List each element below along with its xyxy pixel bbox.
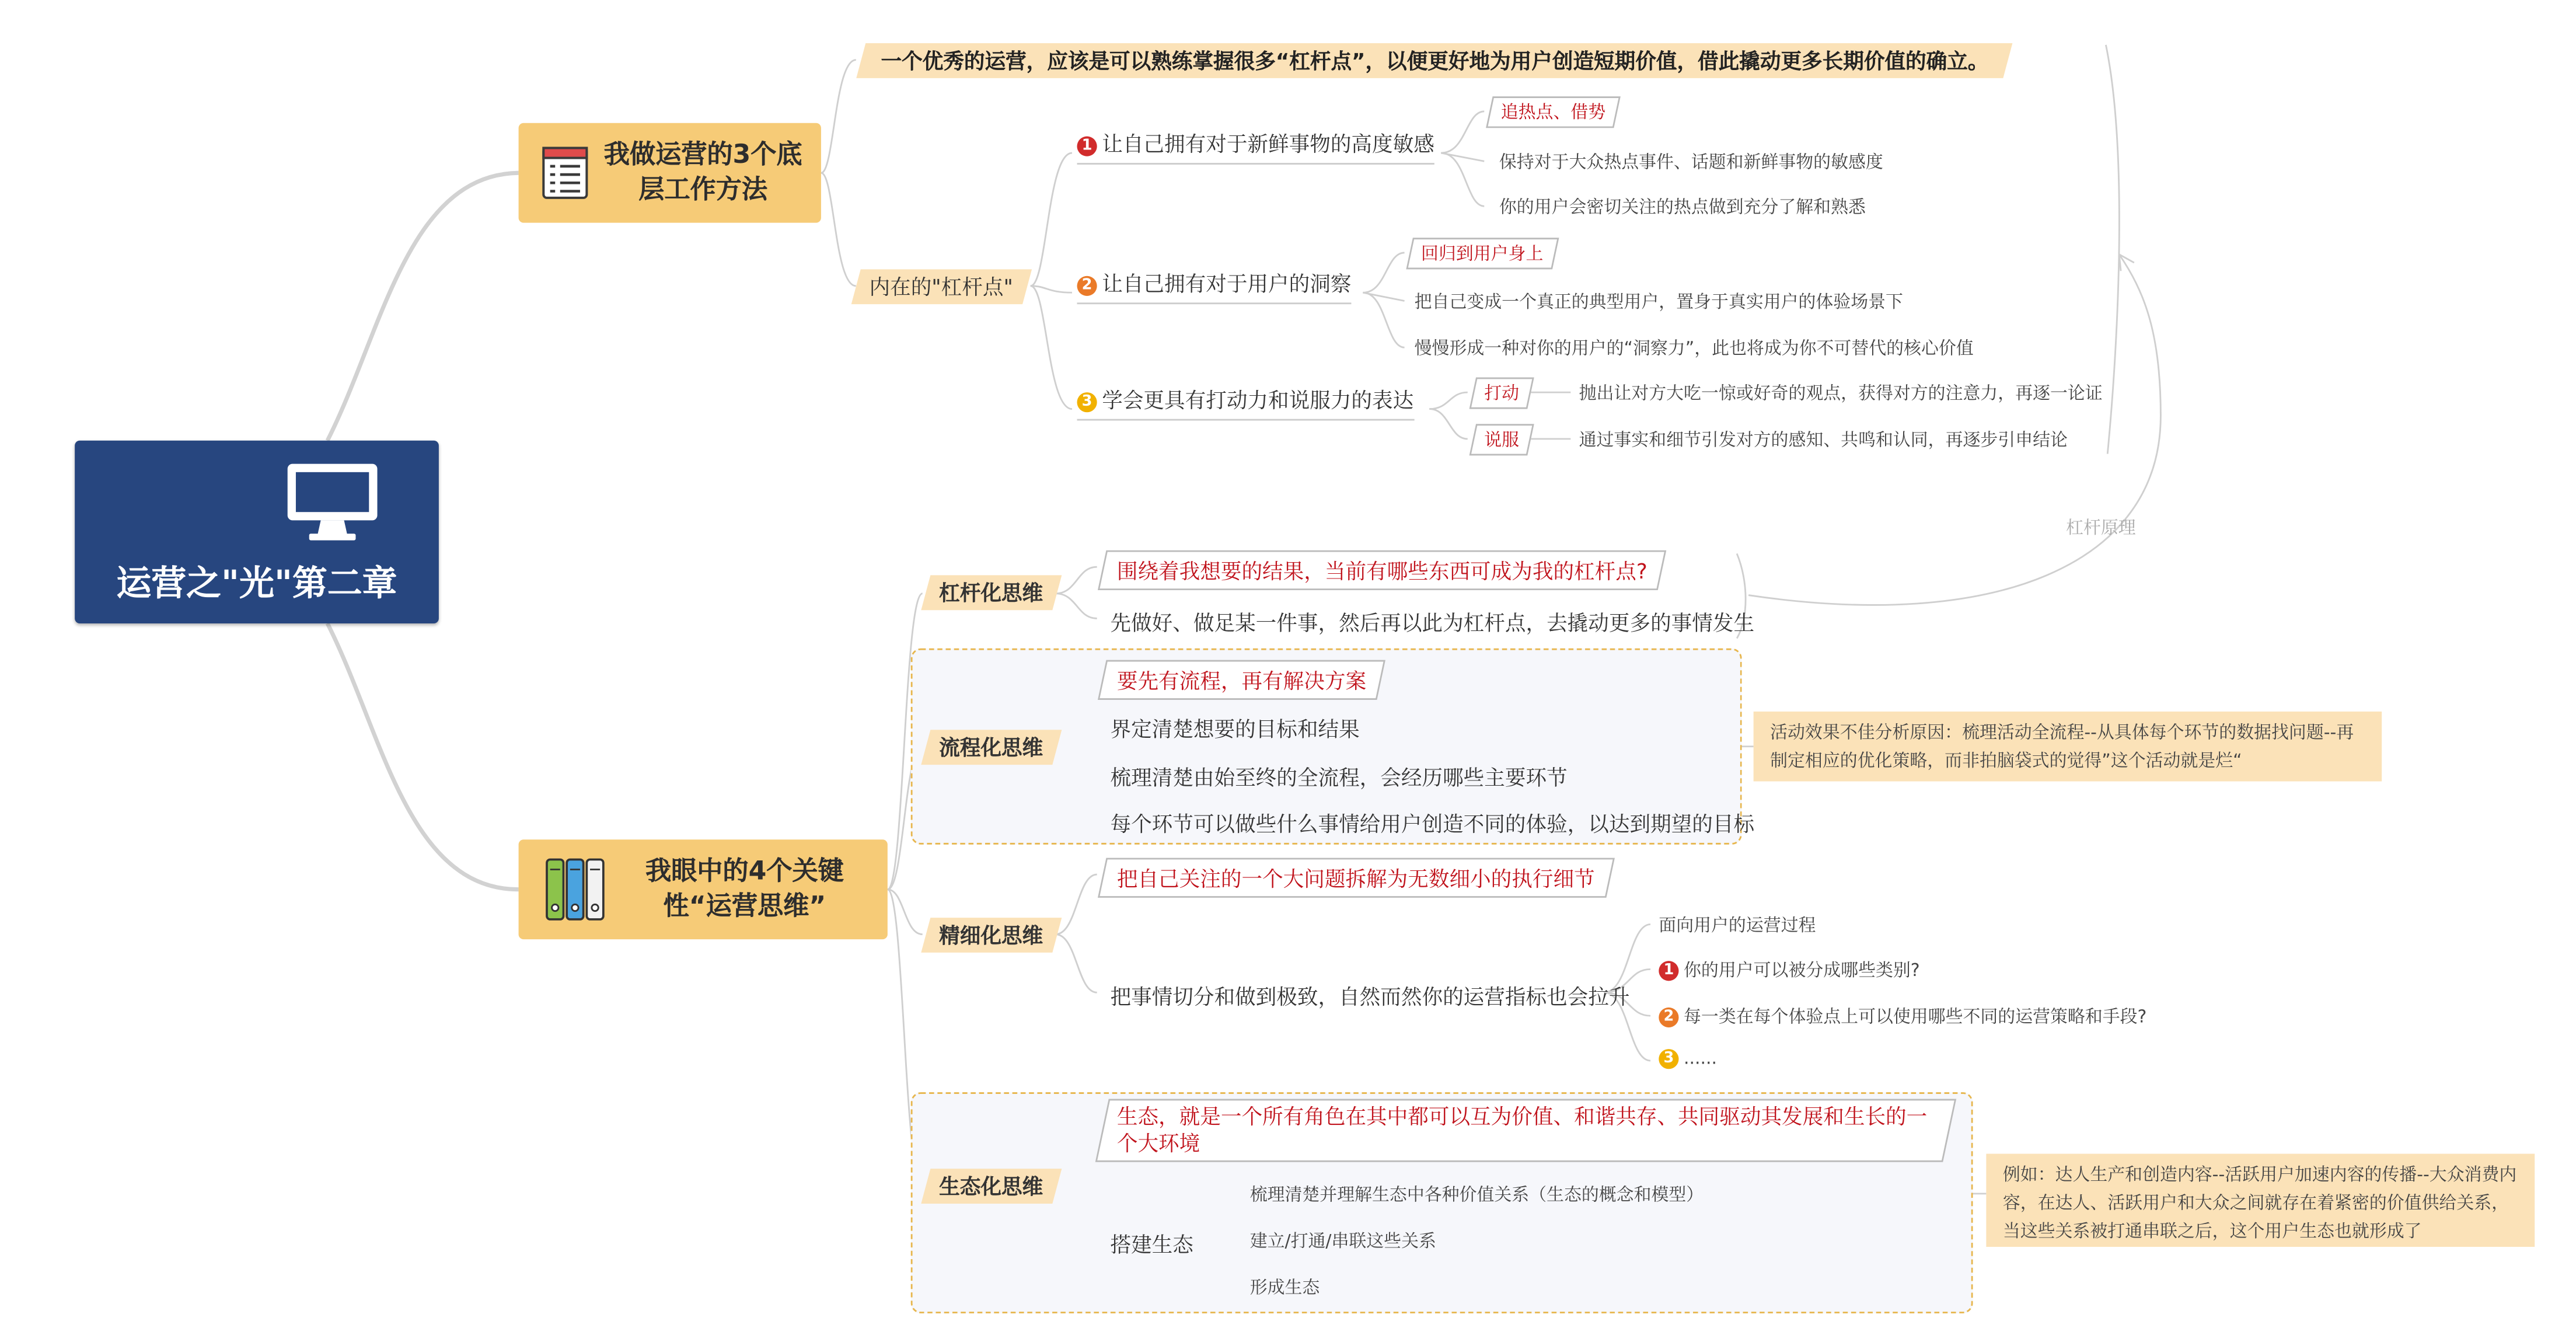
branch-thinking-node[interactable]	[519, 839, 888, 939]
thinking-leverage-title: 杠杆化思维	[939, 580, 1043, 605]
refine-highlight[interactable]	[1098, 858, 1614, 898]
badge-3: 3	[1077, 392, 1097, 412]
refine-sub-1	[1659, 957, 1919, 982]
tag-hotspot[interactable]	[1486, 96, 1621, 128]
refine-line: 把事情切分和做到极致，自然而然你的运营指标也会拉升	[1110, 984, 1630, 1009]
ecology-note: 例如：达人生产和创造内容--活跃用户加速内容的传播--大众消费内容，在达人、活跃用户和大众之间就存在着紧密的价值供给关系，当这些关系被打通串联之后，这个用户生态也就形成了	[1986, 1154, 2535, 1247]
detail-1-2: 你的用户会密切关注的热点做到充分了解和熟悉	[1499, 197, 1866, 218]
relation-label: 杠杆原理	[2066, 518, 2136, 539]
refine-sub-1-badge: 1	[1659, 961, 1678, 981]
tag-back-to-user[interactable]	[1406, 238, 1558, 269]
refine-sub-3-badge: 3	[1659, 1049, 1678, 1069]
quote-node[interactable]	[856, 43, 2013, 78]
branch-thinking-title: 我眼中的4个关键性“运营思维”	[645, 856, 844, 921]
detail-1-1: 保持对于大众热点事件、话题和新鲜事物的敏感度	[1499, 153, 1883, 173]
process-highlight[interactable]	[1098, 660, 1385, 700]
leverage-line-1: 先做好、做足某一件事，然后再以此为杠杆点，去撬动更多的事情发生	[1110, 610, 1755, 635]
refine-sub-3-text: ......	[1684, 1049, 1718, 1069]
process-highlight-text: 要先有流程，再有解决方案	[1116, 668, 1367, 693]
touch-text: 抛出让对方大吃一惊或好奇的观点，获得对方的注意力，再逐一论证	[1579, 384, 2103, 405]
method-item-1[interactable]	[1077, 128, 1434, 165]
detail-2-1: 把自己变成一个真正的典型用户，置身于真实用户的体验场景下	[1414, 292, 1903, 313]
refine-sub-2-text: 每一类在每个体验点上可以使用哪些不同的运营策略和手段?	[1684, 1007, 2147, 1028]
refine-sub-2	[1659, 1004, 2146, 1029]
leverage-highlight[interactable]	[1098, 550, 1667, 590]
lever-point-label: 内在的"杠杆点"	[869, 274, 1013, 299]
thinking-process[interactable]	[921, 730, 1061, 765]
tag-persuade[interactable]	[1469, 424, 1534, 455]
method-item-3[interactable]	[1077, 384, 1414, 421]
tag-hotspot-text: 追热点、借势	[1500, 103, 1606, 123]
thinking-refine[interactable]	[921, 918, 1061, 953]
branch-methods-node[interactable]	[519, 123, 821, 223]
lever-point-node[interactable]	[851, 269, 1031, 304]
ecology-build-3: 形成生态	[1249, 1278, 1320, 1299]
method-item-1-label: 让自己拥有对于新鲜事物的高度敏感	[1102, 131, 1434, 156]
refine-highlight-text: 把自己关注的一个大问题拆解为无数细小的执行细节	[1116, 866, 1595, 891]
tag-touch-text: 打动	[1484, 384, 1520, 405]
method-item-2-label: 让自己拥有对于用户的洞察	[1102, 271, 1352, 296]
process-note: 活动效果不佳分析原因：梳理活动全流程--从具体每个环节的数据找问题--再制定相应的优化策略，而非拍脑袋式的觉得”这个活动就是烂“	[1754, 712, 2382, 782]
badge-2: 2	[1077, 276, 1097, 296]
quote-text: 一个优秀的运营，应该是可以熟练掌握很多“杠杆点”，以便更好地为用户创造短期价值，借此撬动更多长期价值的确立。	[881, 48, 1989, 74]
ecology-build-1: 梳理清楚并理解生态中各种价值关系（生态的概念和模型）	[1249, 1185, 1704, 1205]
thinking-leverage[interactable]	[921, 575, 1061, 610]
checklist-icon	[542, 147, 588, 200]
monitor-icon	[284, 461, 381, 543]
ecology-highlight[interactable]	[1095, 1099, 1956, 1162]
ecology-highlight-text: 生态，就是一个所有角色在其中都可以互为价值、和谐共存、共同驱动其发展和生长的一个大环境	[1116, 1104, 1928, 1156]
tag-back-to-user-text: 回归到用户身上	[1421, 244, 1544, 264]
thinking-ecology[interactable]	[921, 1169, 1061, 1204]
leverage-highlight-text: 围绕着我想要的结果，当前有哪些东西可成为我的杠杆点?	[1116, 558, 1647, 584]
ecology-build-2: 建立/打通/串联这些关系	[1249, 1232, 1436, 1252]
tag-touch[interactable]	[1469, 377, 1534, 409]
thinking-ecology-title: 生态化思维	[939, 1173, 1043, 1199]
refine-sub-3	[1659, 1049, 1717, 1069]
persuade-text: 通过事实和细节引发对方的感知、共鸣和认同，再逐步引申结论	[1579, 430, 2068, 451]
method-item-3-label: 学会更具有打动力和说服力的表达	[1102, 387, 1414, 413]
root-node[interactable]	[75, 441, 439, 623]
binders-icon	[545, 858, 605, 921]
thinking-process-title: 流程化思维	[939, 734, 1043, 760]
detail-2-2: 慢慢形成一种对你的用户的“洞察力”，此也将成为你不可替代的核心价值	[1414, 339, 1974, 360]
method-item-2[interactable]	[1077, 268, 1352, 305]
branch-methods-title: 我做运营的3个底层工作方法	[603, 140, 802, 205]
process-line-1: 界定清楚想要的目标和结果	[1110, 716, 1360, 742]
refine-sub-1-text: 你的用户可以被分成哪些类别?	[1684, 961, 1920, 981]
process-line-3: 每个环节可以做些什么事情给用户创造不同的体验，以达到期望的目标	[1110, 811, 1755, 836]
process-line-2: 梳理清楚由始至终的全流程，会经历哪些主要环节	[1110, 765, 1568, 790]
badge-1: 1	[1077, 137, 1097, 156]
root-title: 运营之"光"第二章	[116, 563, 397, 604]
tag-persuade-text: 说服	[1484, 430, 1520, 451]
ecology-build-label: 搭建生态	[1110, 1232, 1193, 1257]
refine-sub-0: 面向用户的运营过程	[1659, 916, 1816, 936]
refine-sub-2-badge: 2	[1659, 1008, 1678, 1027]
thinking-refine-title: 精细化思维	[939, 922, 1043, 948]
